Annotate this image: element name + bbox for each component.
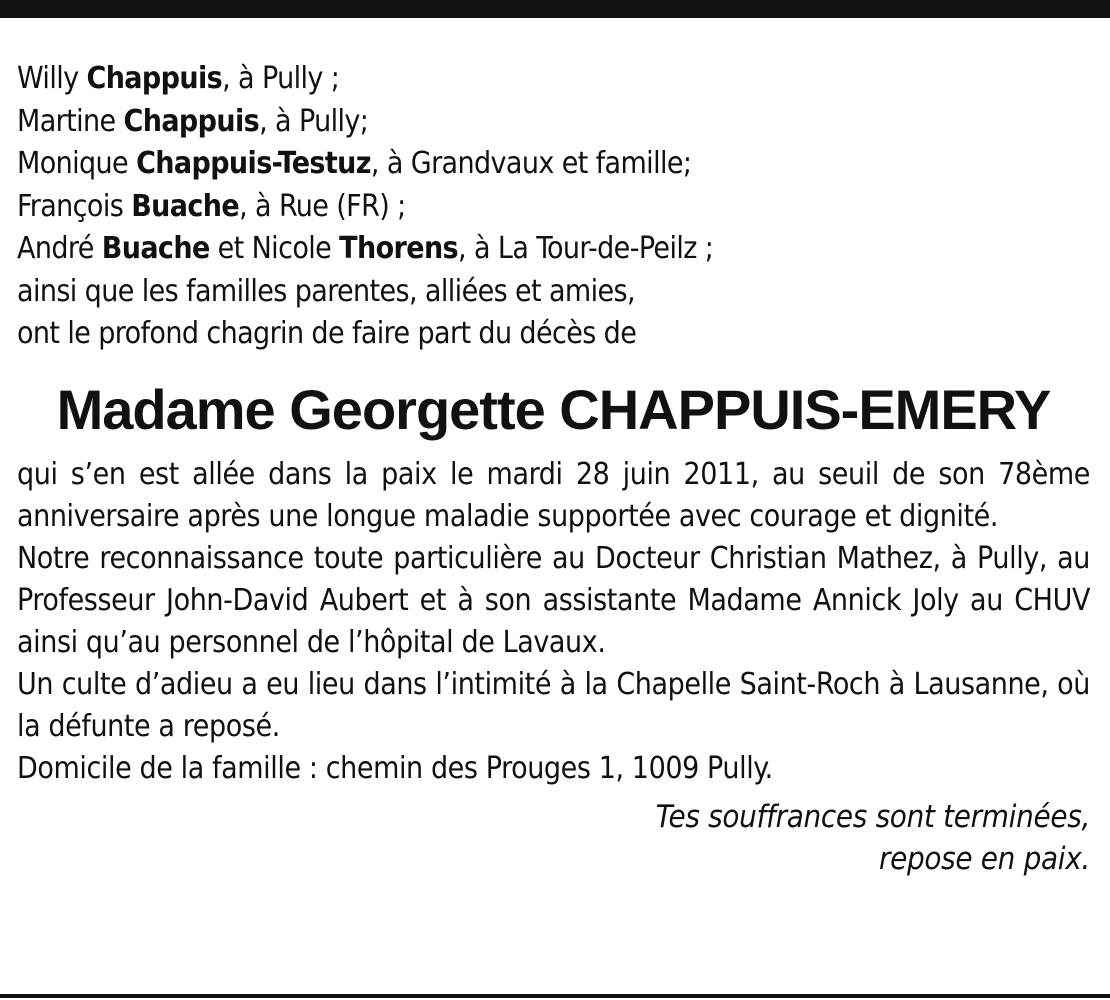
family-line-francois: François Buache, à Rue (FR) ; [17,188,406,224]
paragraph-thanks: Notre reconnaissance toute particulière au Docteur Christian Mathez, à Pully, au Professeur John-David Aubert et à son assistante Madame Annick Joly au CHUV ainsi qu’au personnel de l’hôpital de Lavaux. [17,540,1090,660]
family-line-monique: Monique Chappuis-Testuz, à Grandvaux et famille; [17,146,692,181]
domicile-line: Domicile de la famille : chemin des Prouges 1, 1009 Pully. [17,750,773,786]
family-line-martine: Martine Chappuis, à Pully; [17,103,369,139]
family-line-andre: André Buache et Nicole Thorens, à La Tour-de-Peilz ; [17,231,714,266]
family-line-willy: Willy Chappuis, à Pully ; [17,61,340,96]
surname: Chappuis [123,103,260,139]
closing-quote [17,796,1090,880]
paragraph-ceremony: Un culte d’adieu a eu lieu dans l’intimité à la Chapelle Saint-Roch à Lausanne, où la défunte a reposé. [17,666,1090,744]
quote-line-2: repose en paix. [878,840,1090,877]
surname: Chappuis [86,61,223,96]
deceased-name: Madame Georgette CHAPPUIS-EMERY [56,377,1051,441]
paragraph-passing: qui s’en est allée dans la paix le mardi 28 juin 2011, au seuil de son 78ème anniversaire après une longue maladie supportée avec courage et dignité. [17,456,1090,534]
intro-line-announcement: ont le profond chagrin de faire part du décès de [17,316,637,351]
obituary-notice [17,58,1090,880]
intro-line-families: ainsi que les familles parentes, alliées et amies, [17,273,635,309]
surname: Chappuis-Testuz [136,146,371,181]
surname: Thorens [339,231,459,266]
quote-line-1: Tes souffrances sont terminées, [655,798,1090,835]
bottom-border [0,994,1110,998]
top-border [0,0,1110,18]
surname: Buache [101,231,210,266]
surname: Buache [131,188,240,224]
